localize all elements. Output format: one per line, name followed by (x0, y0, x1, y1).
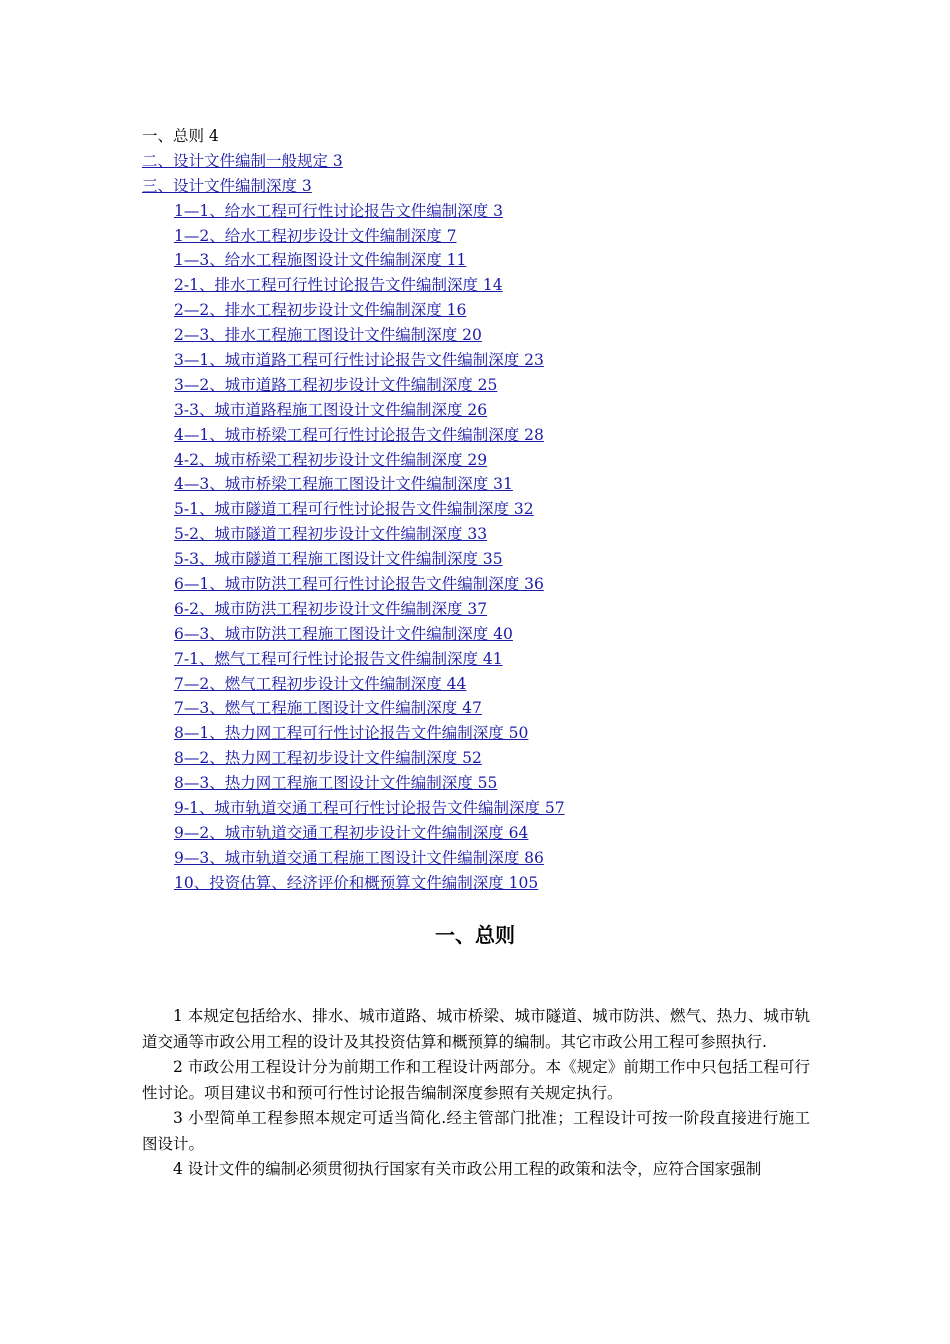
toc-link[interactable]: 5-1、城市隧道工程可行性讨论报告文件编制深度 32 (174, 500, 534, 519)
toc-item (142, 124, 842, 149)
toc-item[interactable] (142, 522, 842, 547)
body-paragraph: 4 设计文件的编制必须贯彻执行国家有关市政公用工程的政策和法令，应符合国家强制 (173, 1160, 762, 1178)
toc-link[interactable]: 4-2、城市桥梁工程初步设计文件编制深度 29 (174, 450, 488, 469)
body-paragraph: 3 小型简单工程参照本规定可适当简化.经主管部门批准；工程设计可按一阶段直接进行施工图设计。 (142, 1109, 810, 1153)
toc-item[interactable] (142, 821, 842, 846)
toc-item[interactable] (142, 721, 842, 746)
toc-item[interactable] (142, 273, 842, 298)
toc-link[interactable]: 2—2、排水工程初步设计文件编制深度 16 (174, 301, 467, 320)
toc-item[interactable] (142, 472, 842, 497)
toc-link[interactable]: 8—2、热力网工程初步设计文件编制深度 52 (174, 749, 482, 768)
toc-item[interactable] (142, 199, 842, 224)
toc-item[interactable] (142, 672, 842, 697)
toc-item[interactable] (142, 448, 842, 473)
toc-item[interactable] (142, 796, 842, 821)
toc-link[interactable]: 三、设计文件编制深度 3 (142, 176, 312, 195)
toc-link[interactable]: 9-1、城市轨道交通工程可行性讨论报告文件编制深度 57 (174, 799, 565, 818)
toc-link[interactable]: 2-1、排水工程可行性讨论报告文件编制深度 14 (174, 276, 503, 295)
toc-item[interactable] (142, 174, 842, 199)
toc-link[interactable]: 3—2、城市道路工程初步设计文件编制深度 25 (174, 375, 498, 394)
toc-item[interactable] (142, 597, 842, 622)
toc-link[interactable]: 6-2、城市防洪工程初步设计文件编制深度 37 (174, 599, 488, 618)
toc-item[interactable] (142, 871, 842, 896)
toc-link[interactable]: 7—2、燃气工程初步设计文件编制深度 44 (174, 674, 467, 693)
toc-link[interactable]: 7-1、燃气工程可行性讨论报告文件编制深度 41 (174, 649, 503, 668)
toc-item[interactable] (142, 622, 842, 647)
toc-link[interactable]: 二、设计文件编制一般规定 3 (142, 151, 343, 170)
toc-link[interactable]: 1—3、给水工程施图设计文件编制深度 11 (174, 251, 467, 270)
toc-item[interactable] (142, 248, 842, 273)
toc-item[interactable] (142, 846, 842, 871)
body-paragraph: 1 本规定包括给水、排水、城市道路、城市桥梁、城市隧道、城市防洪、燃气、热力、城市轨道交通等市政公用工程的设计及其投资估算和概预算的编制。其它市政公用工程可参照执行. (142, 1007, 810, 1051)
toc-link[interactable]: 8—3、热力网工程施工图设计文件编制深度 55 (174, 774, 498, 793)
toc-item[interactable] (142, 224, 842, 249)
toc-link[interactable]: 4—1、城市桥梁工程可行性讨论报告文件编制深度 28 (174, 425, 544, 444)
toc-item[interactable] (142, 373, 842, 398)
table-of-contents (142, 124, 842, 896)
body-text (142, 1004, 810, 1183)
toc-item[interactable] (142, 572, 842, 597)
toc-link[interactable]: 8—1、热力网工程可行性讨论报告文件编制深度 50 (174, 724, 529, 743)
toc-link[interactable]: 1—2、给水工程初步设计文件编制深度 7 (174, 226, 457, 245)
toc-item[interactable] (142, 398, 842, 423)
body-paragraph: 2 市政公用工程设计分为前期工作和工程设计两部分。本《规定》前期工作中只包括工程可行性讨论。项目建议书和预可行性讨论报告编制深度参照有关规定执行。 (142, 1058, 810, 1102)
toc-link[interactable]: 4—3、城市桥梁工程施工图设计文件编制深度 31 (174, 475, 513, 494)
toc-item[interactable] (142, 771, 842, 796)
toc-link[interactable]: 3-3、城市道路程施工图设计文件编制深度 26 (174, 400, 488, 419)
toc-item[interactable] (142, 497, 842, 522)
toc-link[interactable]: 5-3、城市隧道工程施工图设计文件编制深度 35 (174, 550, 503, 569)
toc-text: 一、总则 4 (142, 127, 219, 145)
toc-link[interactable]: 3—1、城市道路工程可行性讨论报告文件编制深度 23 (174, 351, 544, 370)
toc-item[interactable] (142, 696, 842, 721)
toc-item[interactable] (142, 149, 842, 174)
toc-link[interactable]: 9—3、城市轨道交通工程施工图设计文件编制深度 86 (174, 848, 544, 867)
toc-link[interactable]: 9—2、城市轨道交通工程初步设计文件编制深度 64 (174, 823, 529, 842)
toc-link[interactable]: 1—1、给水工程可行性讨论报告文件编制深度 3 (174, 201, 504, 220)
toc-link[interactable]: 7—3、燃气工程施工图设计文件编制深度 47 (174, 699, 482, 718)
toc-item[interactable] (142, 423, 842, 448)
toc-link[interactable]: 5-2、城市隧道工程初步设计文件编制深度 33 (174, 525, 488, 544)
toc-item[interactable] (142, 348, 842, 373)
toc-link[interactable]: 2—3、排水工程施工图设计文件编制深度 20 (174, 326, 482, 345)
toc-link[interactable]: 6—3、城市防洪工程施工图设计文件编制深度 40 (174, 624, 513, 643)
toc-item[interactable] (142, 547, 842, 572)
section-title: 一、总则 (435, 923, 515, 947)
toc-link[interactable]: 10、投资估算、经济评价和概预算文件编制深度 105 (174, 873, 539, 892)
toc-item[interactable] (142, 746, 842, 771)
toc-item[interactable] (142, 298, 842, 323)
toc-item[interactable] (142, 323, 842, 348)
toc-link[interactable]: 6—1、城市防洪工程可行性讨论报告文件编制深度 36 (174, 575, 544, 594)
toc-item[interactable] (142, 647, 842, 672)
